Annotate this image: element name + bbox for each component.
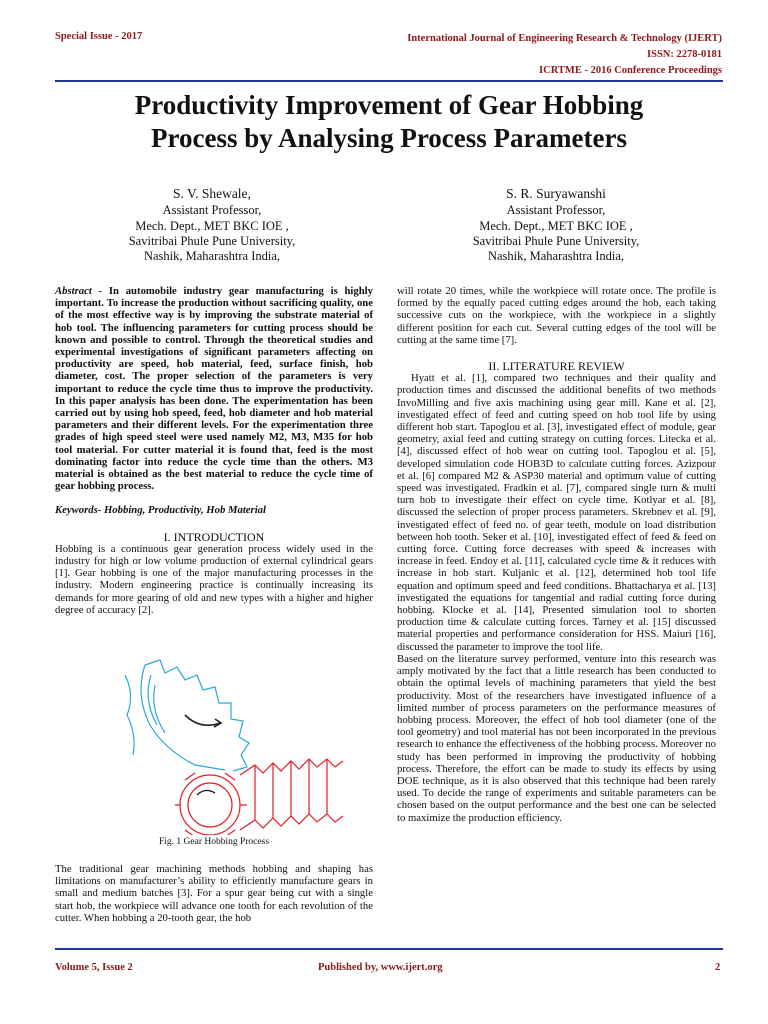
left-column-bottom bbox=[55, 863, 373, 924]
lit-paragraph-2: Based on the literature survey performed, venture into this research was amply motivated by the fact that a little research has been conducted to obtain the optimal levels of machining parameters that yield the best productivity. Most of the researchers have investigated influence of a limited number of process parameters on the performance measures of hobbing process. Moreover, the effect of hob tool diameter (one of the tool geometry) and tool material has not been incorporated in the previous research to enhance the effectiveness of the hobbing process. Moreover no study has been performed in improving the productivity of hobbing process. Therefore, the effort can be made to study its effects by using DOE technique, as it is also observed that this technique had been rarely used. To decide the range of experiments and suitable parameters can be chosen based on the output performance and the best one can be selected to maximize the production efficiency. bbox=[397, 652, 716, 824]
gear-hobbing-illustration bbox=[115, 655, 365, 835]
author-university: Savitribai Phule Pune University, bbox=[128, 233, 296, 248]
author-name: S. V. Shewale, bbox=[173, 186, 251, 201]
intro-paragraph-1: Hobbing is a continuous gear generation process widely used in the industry for high or low volume production of external cylindrical gears [1]. Gear hobbing is one of the major manufacturing processes in the industry. Modern engineering practice is continually increasing its demands for more gearing of old and new types with a higher and higher degree of accuracy [2]. bbox=[55, 542, 373, 616]
author-university: Savitribai Phule Pune University, bbox=[472, 233, 640, 248]
gear-edge bbox=[125, 675, 134, 755]
header-journal-info bbox=[407, 31, 722, 79]
footer-volume: Volume 5, Issue 2 bbox=[55, 962, 133, 973]
header-issn: ISSN: 2278-0181 bbox=[647, 49, 722, 60]
hob-flutes bbox=[255, 759, 327, 820]
hob-rotation-arrow bbox=[197, 790, 215, 795]
page-number: 2 bbox=[715, 962, 721, 973]
hob-teeth bbox=[175, 773, 247, 835]
author-position: Assistant Professor, bbox=[162, 203, 262, 218]
author-location: Nashik, Maharashtra India, bbox=[487, 249, 625, 264]
author-dept: Mech. Dept., MET BKC IOE , bbox=[479, 218, 633, 233]
title-line-1: Productivity Improvement of Gear Hobbing bbox=[134, 90, 644, 120]
gear-teeth bbox=[145, 660, 249, 771]
abstract-text: In automobile industry gear manufacturing is highly important. To increase the production without sacrificing quality, one of the most effective way is by improving the substrate material of hob tool. The influencing parameters for cutting process should be known and possible to control. Through the theoretical studies and experimental investigations of significant parameters affecting on productivity are speed, hob material, feed, surface finish, hob diameter, cost. The proper selection of the parameters is very important to reduce the cycle time thus to improve the productivity. In this paper analysis has been done. The experimentation has been carried out by using hob speed, feed, hob diameter and hob material parameters and their different levels. For the experimentation three grades of high speed steel were used namely M2, M3, M35 for hob tool material. For cutter material it is found that, feed is the most dominating factor into reduce the cycle time than the others. M3 material is obtained as the best material to reduce the cycle time of gear hobbing process. bbox=[55, 285, 373, 493]
rotation-arrow bbox=[185, 715, 220, 725]
gear-inner-line bbox=[148, 675, 157, 725]
hob-circle bbox=[188, 783, 232, 827]
author-block-2 bbox=[406, 186, 706, 264]
intro-continuation: will rotate 20 times, while the workpiece will rotate once. The profile is formed by the equally paced cutting edges around the hob, each taking successive cuts on the workpiece, with the workpiece in a slightly different position for each cut. Several cutting edges of the tool will be cutting at the same time [7]. bbox=[397, 285, 716, 346]
author-dept: Mech. Dept., MET BKC IOE , bbox=[135, 218, 289, 233]
paper-title bbox=[55, 89, 723, 155]
section-heading-literature-review: II. LITERATURE REVIEW bbox=[488, 359, 625, 374]
author-block-1 bbox=[62, 186, 362, 264]
header-rule bbox=[55, 80, 723, 82]
hob-outer-circle bbox=[180, 775, 240, 835]
header-special-issue: Special Issue - 2017 bbox=[55, 31, 143, 42]
title-line-2: Process by Analysing Process Parameters bbox=[151, 123, 627, 153]
keywords: Keywords- Hobbing, Productivity, Hob Material bbox=[55, 504, 266, 517]
left-column bbox=[55, 285, 373, 616]
abstract-label: Abstract - bbox=[55, 285, 103, 297]
right-column bbox=[397, 285, 716, 824]
footer-rule bbox=[55, 948, 723, 950]
author-position: Assistant Professor, bbox=[506, 203, 606, 218]
abstract bbox=[55, 285, 373, 492]
figure-caption: Fig. 1 Gear Hobbing Process bbox=[158, 837, 270, 847]
figure-gear-hobbing bbox=[115, 655, 365, 835]
author-location: Nashik, Maharashtra India, bbox=[143, 249, 281, 264]
footer-publisher: Published by, www.ijert.org bbox=[318, 962, 443, 973]
header-proceedings: ICRTME - 2016 Conference Proceedings bbox=[539, 65, 722, 76]
gear-inner-line bbox=[154, 685, 165, 733]
section-heading-introduction: I. INTRODUCTION bbox=[163, 529, 265, 544]
lit-paragraph-1: Hyatt et al. [1], compared two techniques and their quality and production times and discussed the additional benefits of two methods InvoMilling and five axis machining using gear mill. Kane et al. [2], investigated effect of feed and cutting speed on hob tool life by using different hob start. Tapoglou et al. [3], investigated effect of module, gear geometry, axial feed and cutting strategy on cutting forces. Litecka et al. [4], discussed effect of hob wear on cutting tool. Tapoglou et al. [5], developed simulation code HOB3D to calculate cutting forces. Azizpour et al. [6] compared M2 & ASP30 material and optimum value of cutting speed was investigated. Fradkin et al. [7], compared single turn & multi turn hob to investigate their effect on cycle time. Kotlyar et al. [8], discussed the selection of proper process parameters. Skrebnev et al. [9], investigated effect of feed no. of gear teeth, module on load distribution between hob tooth. Seker et al. [10], investigated effect of feed & feed on cutting force. Cutting force decreases with speed & increases with increase in feed. Endoy et al. [11], calculated cycle time & it reduces with increase in hob start. Kuljanic et al. [12], determined hob tool life equation and optimum speed and feed conditions. Bhattacharya et al. [13] investigated the equations for tangential and radial cutting force during hobbing. Klocke et al. [14], Presented simulation tool to shorten production time & calculate cutting forces. Tarney et al. [15] discussed material properties and performance consideration for HSS. Maiuri [16], discussed the parameter to improve the tool life. bbox=[397, 372, 716, 653]
author-name: S. R. Suryawanshi bbox=[506, 186, 606, 201]
intro-paragraph-2: The traditional gear machining methods hobbing and shaping has limitations on manufacturer’s ability to efficiently manufacture gears in small and medium batches [3]. For a spur gear being cut with a single start hob, the workpiece will advance one tooth for each revolution of the cutter. When hobbing a 20-tooth gear, the hob bbox=[55, 863, 373, 924]
header-journal-name: International Journal of Engineering Research & Technology (IJERT) bbox=[407, 33, 722, 44]
hob-cutter-drawing bbox=[175, 759, 343, 835]
gear-workpiece-drawing bbox=[125, 660, 249, 771]
